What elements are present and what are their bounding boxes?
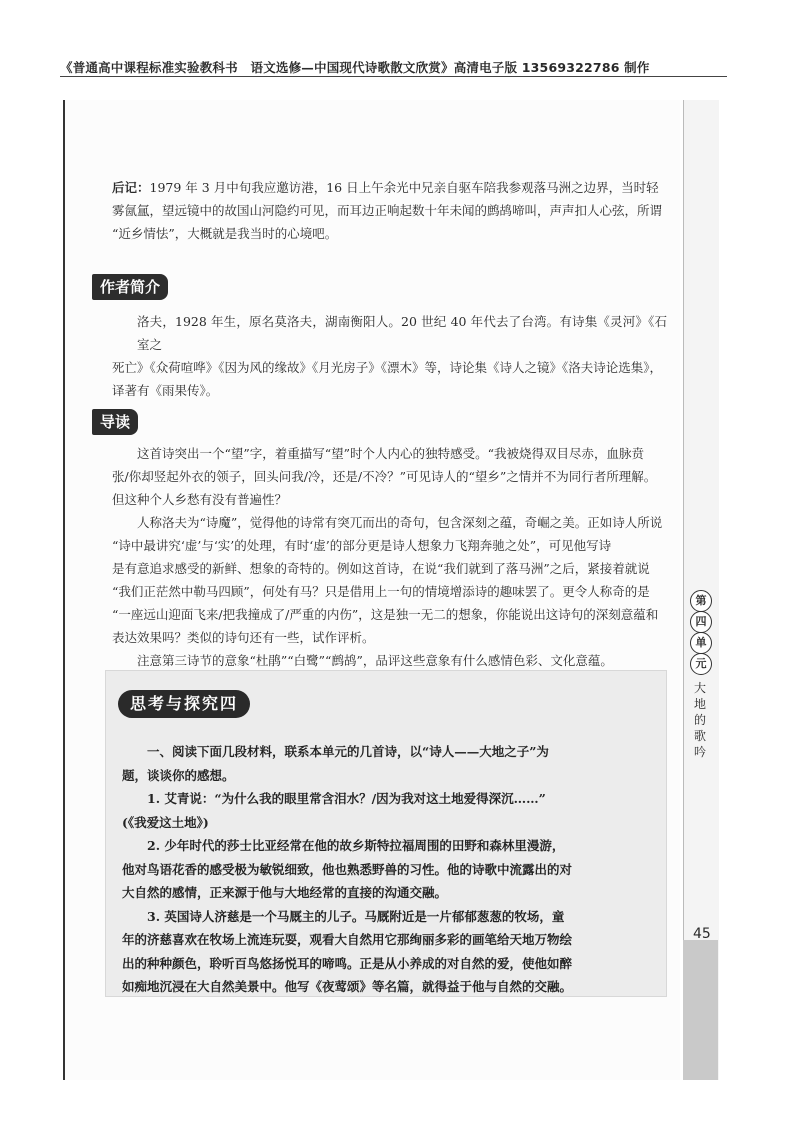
unit-title-char: 歌 [693,729,706,743]
unit-title-char: 地 [693,697,706,711]
exercise-line: 他对鸟语花香的感受极为敏锐细致，他也熟悉野兽的习性。他的诗歌中流露出的对 [122,861,573,877]
postscript-line: 1979 年 3 月中旬我应邀访港，16 日上午余光中兄亲自驱车陪我参观落马洲之边界，当时轻 [149,180,659,195]
unit-char: 元 [690,653,712,675]
guide-line: 表达效果吗？类似的诗句还有一些，试作评析。 [112,630,375,645]
author-line: 洛夫，1928 年生，原名莫洛夫，湖南衡阳人。20 世纪 40 年代去了台湾。有诗集《灵河》《石室之 [137,314,667,352]
exercise-line: 年的济慈喜欢在牧场上流连玩耍，观看大自然用它那绚丽多彩的画笔给天地万物绘 [122,932,573,947]
exercise-line: 2. 少年时代的莎士比亚经常在他的故乡斯特拉福周围的田野和森林里漫游， [147,838,565,853]
unit-char: 第 [690,590,712,612]
unit-char: 四 [690,611,712,633]
guide-body [112,442,667,672]
margin-tab [683,940,718,1080]
postscript-line: “近乡情怯”，大概就是我当时的心境吧。 [112,226,338,241]
exercise-line: 3. 英国诗人济慈是一个马厩主的儿子。马厩附近是一片郁郁葱葱的牧场，童 [147,908,565,924]
document-header: 《普通高中课程标准实验教科书 语文选修—中国现代诗歌散文欣赏》高清电子版 13569322786 制作 [60,60,650,75]
guide-line: 这首诗突出一个“望”字，着重描写“望”时个人内心的独特感受。“我被烧得双目尽赤，血脉贲 [137,446,644,461]
exercise-body [122,740,657,999]
unit-title-char: 大 [693,681,706,695]
exercise-line: (《我爱这土地》) [122,814,209,830]
exercise-line: 1. 艾青说：“为什么我的眼里常含泪水？/因为我对这土地爱得深沉……” [147,791,546,806]
exercise-line: 大自然的感情，正来源于他与大地经常的直接的沟通交融。 [122,885,448,900]
exercise-heading: 思考与探究四 [118,690,250,718]
guide-line: 是有意追求感受的新鲜、想象的奇特的。例如这首诗，在说“我们就到了落马洲”之后，紧接着就说 [112,561,650,576]
exercise-line: 出的种种颜色，聆听百鸟悠扬悦耳的啼鸣。正是从小养成的对自然的爱，使他如醉 [122,955,573,971]
unit-title [692,680,708,760]
header-rule [60,76,727,77]
guide-line: 注意第三诗节的意象“杜鹃”“白鹭”“鹧鸪”，品评这些意象有什么感情色彩、文化意蕴。 [137,653,613,668]
author-intro [112,310,667,402]
page-left-border [63,100,65,1080]
page-number: 45 [693,926,711,942]
unit-char: 单 [690,632,712,654]
guide-line: 但这种个人乡愁有没有普遍性？ [112,492,288,507]
guide-line: “我们正茫然中勒马四顾”，何处有马？只是借用上一句的情境增添诗的趣味罢了。更令人称奇的是 [112,584,650,599]
guide-line: “诗中最讲究‘虚’与‘实’的处理，有时‘虚’的部分更是诗人想象力飞翔奔驰之处”，可见他写诗 [112,538,612,553]
guide-line: 张/你却竖起外衣的领子，回头问我/冷，还是/不冷？”可见诗人的“望乡”之情并不为同行者所理解。 [112,469,657,484]
postscript [112,176,667,245]
author-heading: 作者简介 [92,274,168,300]
unit-title-char: 吟 [693,745,706,759]
postscript-line: 雾氤氲，望远镜中的故国山河隐约可见，而耳边正响起数十年未闻的鹧鸪啼叫，声声扣人心弦，所谓 [112,203,663,218]
guide-heading: 导读 [92,409,138,435]
guide-line: 人称洛夫为“诗魔”，觉得他的诗常有突兀而出的奇句，包含深刻之蕴，奇崛之美。正如诗人所说 [137,515,663,530]
unit-title-char: 的 [693,713,706,727]
guide-line: “一座远山迎面飞来/把我撞成了/严重的内伤”，这是独一无二的想象，你能说出这诗句的深刻意蕴和 [112,607,659,622]
author-line: 译著有《雨果传》。 [112,383,219,398]
author-line: 死亡》《众荷喧哗》《因为风的缘故》《月光房子》《漂木》等，诗论集《诗人之镜》《洛夫诗论选集》， [112,360,663,375]
exercise-line: 如痴地沉浸在大自然美景中。他写《夜莺颂》等名篇，就得益于他与自然的交融。 [122,979,573,994]
exercise-line: 一、阅读下面几段材料，联系本单元的几首诗，以“诗人——大地之子”为 [147,744,549,759]
postscript-label: 后记： [112,180,150,195]
exercise-line: 题，谈谈你的感想。 [122,767,235,783]
